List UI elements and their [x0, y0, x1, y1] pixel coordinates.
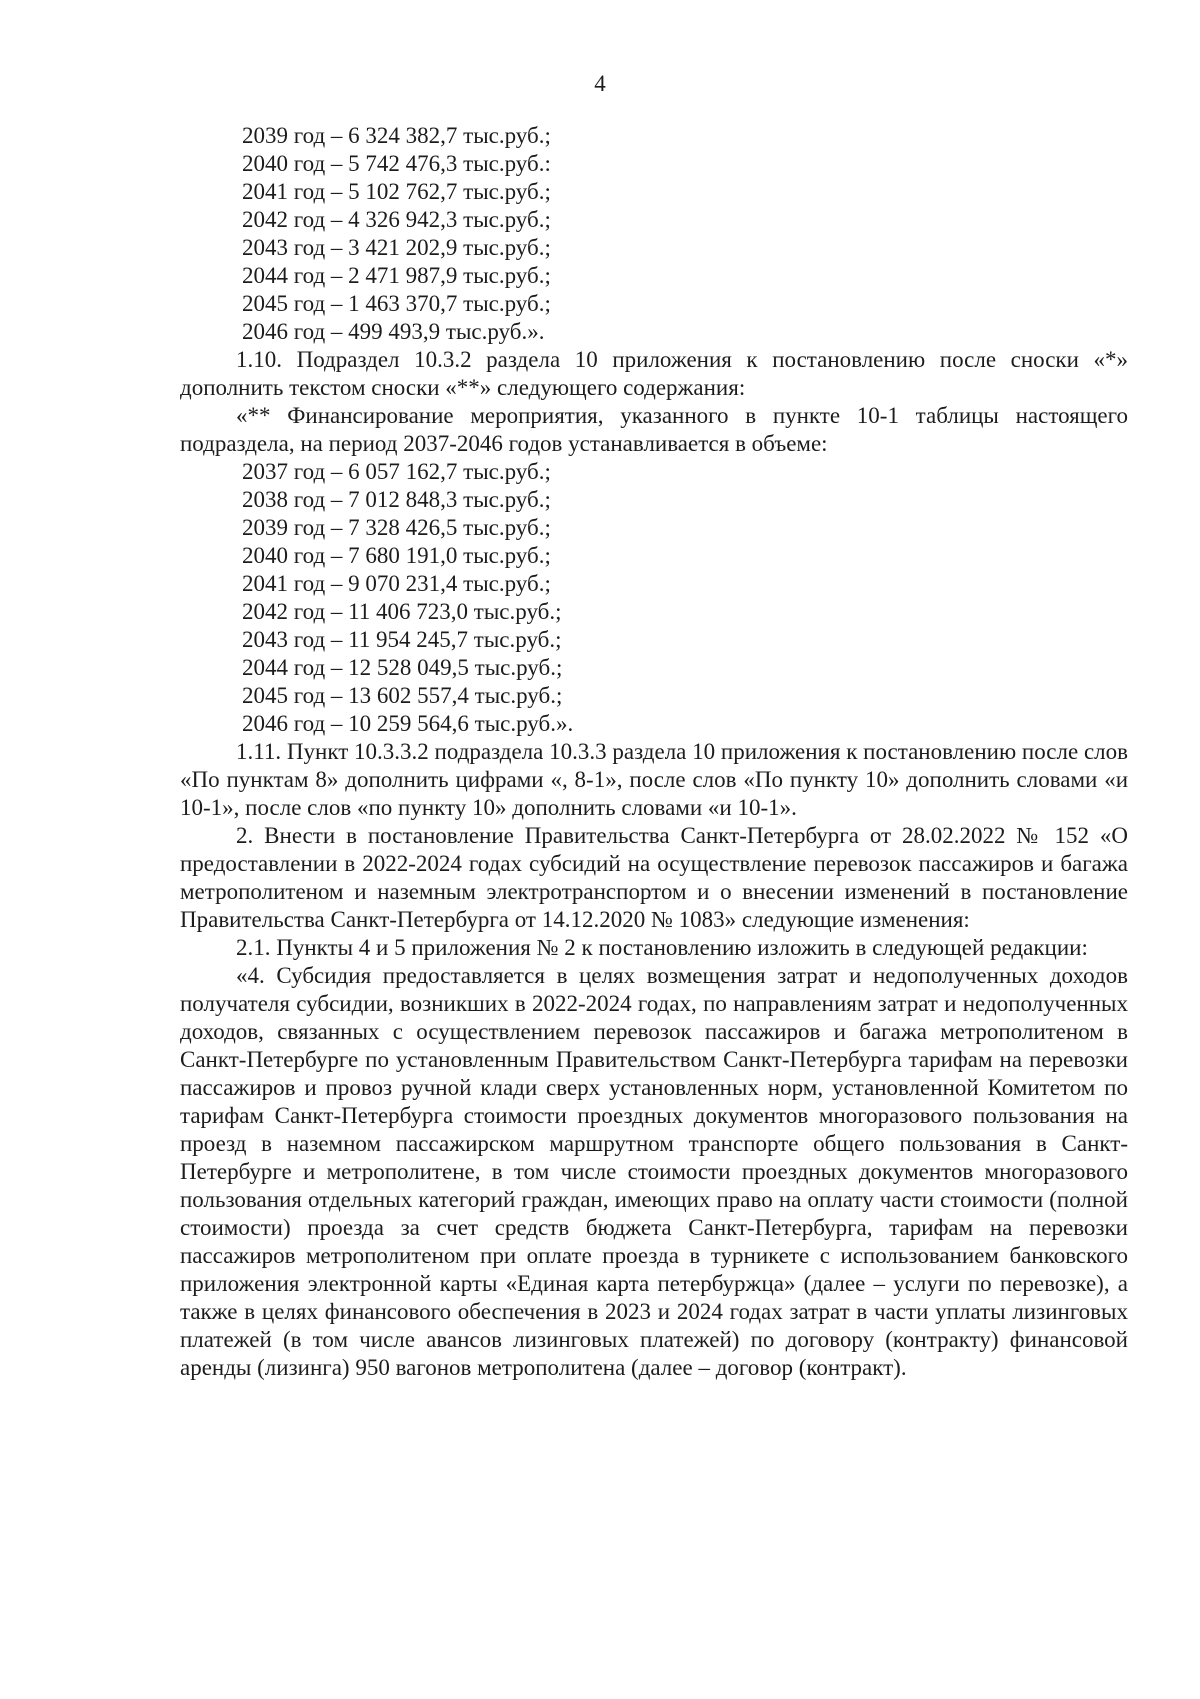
list-item: 2039 год – 7 328 426,5 тыс.руб.; [242, 515, 551, 540]
list-item: 2041 год – 9 070 231,4 тыс.руб.; [242, 571, 551, 596]
list-item: 2046 год – 10 259 564,6 тыс.руб.». [242, 711, 574, 736]
document-body [180, 122, 1128, 1382]
list-item: 2045 год – 13 602 557,4 тыс.руб.; [242, 683, 563, 708]
list-item: 2044 год – 2 471 987,9 тыс.руб.; [242, 263, 551, 288]
paragraph-2-1: 2.1. Пункты 4 и 5 приложения № 2 к постановлению изложить в следующей редакции: [236, 935, 1088, 960]
paragraph-1-11: 1.11. Пункт 10.3.3.2 подраздела 10.3.3 раздела 10 приложения к постановлению после слов «По пунктам 8» дополнить цифрами «, 8-1», после слов «По пункту 10» дополнить словами «и 10-1», после слов «по пункту 10» дополнить словами «и 10-1». [180, 739, 1128, 820]
list-item: 2046 год – 499 493,9 тыс.руб.». [242, 319, 545, 344]
paragraph-2: 2. Внести в постановление Правительства Санкт-Петербурга от 28.02.2022 № 152 «О предоставлении в 2022-2024 годах субсидий на осуществление перевозок пассажиров и багажа метрополитеном и наземным электротранспортом и о внесении изменений в постановление Правительства Санкт-Петербурга от 14.12.2020 № 1083» следующие изменения: [180, 823, 1128, 932]
list-item: 2040 год – 7 680 191,0 тыс.руб.; [242, 543, 551, 568]
list-item: 2043 год – 11 954 245,7 тыс.руб.; [242, 627, 562, 652]
list-item: 2042 год – 11 406 723,0 тыс.руб.; [242, 599, 562, 624]
page-number: 4 [594, 71, 606, 96]
funding-list-a [180, 122, 1128, 346]
paragraph-1-10: 1.10. Подраздел 10.3.2 раздела 10 приложения к постановлению после сноски «*» дополнить текстом сноски «**» следующего содержания: [180, 347, 1128, 400]
list-item: 2038 год – 7 012 848,3 тыс.руб.; [242, 487, 551, 512]
list-item: 2042 год – 4 326 942,3 тыс.руб.; [242, 207, 551, 232]
list-item: 2041 год – 5 102 762,7 тыс.руб.; [242, 179, 551, 204]
paragraph-4: «4. Субсидия предоставляется в целях возмещения затрат и недополученных доходов получателя субсидии, возникших в 2022-2024 годах, по направлениям затрат и недополученных доходов, связанных с осуществлением перевозок пассажиров и багажа метрополитеном в Санкт-Петербурге по установленным Правительством Санкт-Петербурга тарифам на перевозки пассажиров и провоз ручной клади сверх установленных норм, установленной Комитетом по тарифам Санкт-Петербурга стоимости проездных документов многоразового пользования на проезд в наземном пассажирском маршрутном транспорте общего пользования в Санкт-Петербурге и метрополитене, в том числе стоимости проездных документов многоразового пользования отдельных категорий граждан, имеющих право на оплату части стоимости (полной стоимости) проезда за счет средств бюджета Санкт-Петербурга, тарифам на перевозки пассажиров метрополитеном при оплате проезда в турникете с использованием банковского приложения электронной карты «Единая карта петербуржца» (далее – услуги по перевозке), а также в целях финансового обеспечения в 2023 и 2024 годах затрат в части уплаты лизинговых платежей (в том числе авансов лизинговых платежей) по договору (контракту) финансовой аренды (лизинга) 950 вагонов метрополитена (далее – договор (контракт). [180, 963, 1128, 1380]
funding-list-b [180, 458, 1128, 738]
list-item: 2043 год – 3 421 202,9 тыс.руб.; [242, 235, 551, 260]
list-item: 2039 год – 6 324 382,7 тыс.руб.; [242, 123, 551, 148]
list-item: 2045 год – 1 463 370,7 тыс.руб.; [242, 291, 551, 316]
paragraph-footnote: «** Финансирование мероприятия, указанного в пункте 10-1 таблицы настоящего подраздела, на период 2037-2046 годов устанавливается в объеме: [180, 403, 1128, 456]
list-item: 2044 год – 12 528 049,5 тыс.руб.; [242, 655, 563, 680]
list-item: 2040 год – 5 742 476,3 тыс.руб.: [242, 151, 551, 176]
list-item: 2037 год – 6 057 162,7 тыс.руб.; [242, 459, 551, 484]
